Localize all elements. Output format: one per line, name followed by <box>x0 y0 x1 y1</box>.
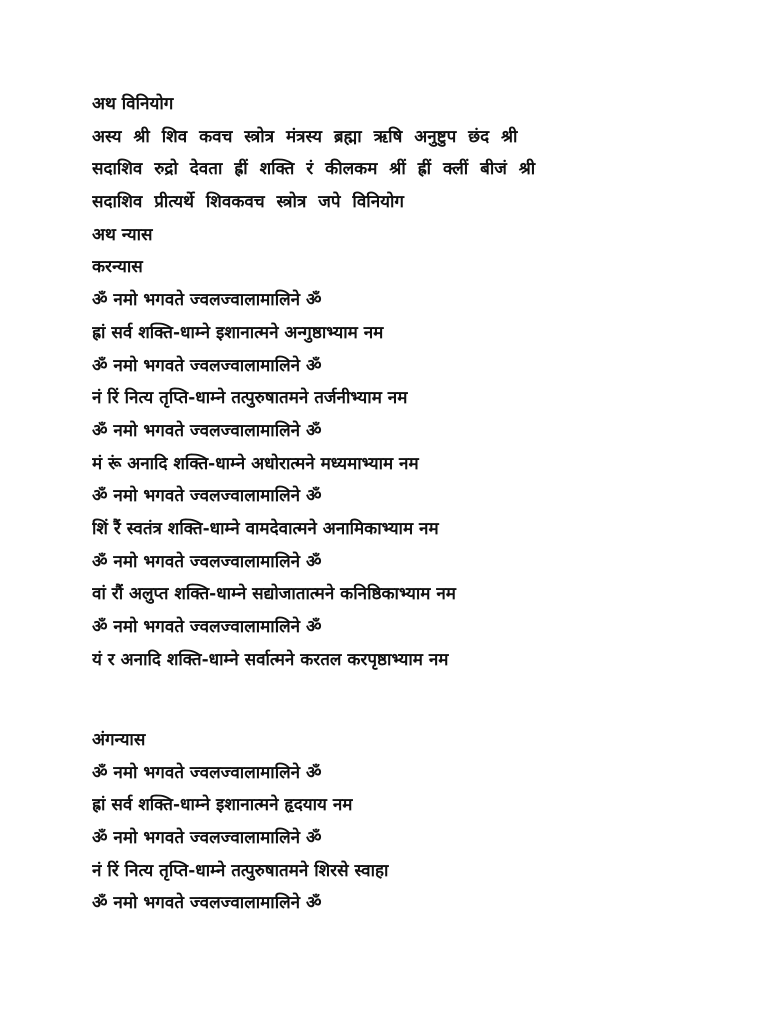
mantra-line: ॐ नमो भगवते ज्वलज्वालामालिने ॐ <box>92 420 322 441</box>
mantra-line: ॐ नमो भगवते ज्वलज्वालामालिने ॐ <box>92 290 322 311</box>
heading-karanyas: करन्यास <box>92 257 143 278</box>
nyas-line: यं र अनादि शक्ति-धाम्ने सर्वात्मने करतल करपृष्ठाभ्याम नम <box>92 649 449 670</box>
mantra-line: ॐ नमो भगवते ज्वलज्वालामालिने ॐ <box>92 828 322 849</box>
viniyog-line: अस्य श्री शिव कवच स्त्रोत्र मंत्रस्य ब्रह्मा ऋषि अनुष्टुप छंद श्री <box>92 126 518 147</box>
mantra-line: ॐ नमो भगवते ज्वलज्वालामालिने ॐ <box>92 893 322 914</box>
mantra-line: ॐ नमो भगवते ज्वलज्वालामालिने ॐ <box>92 551 322 572</box>
nyas-line: नं रिं नित्य तृप्ति-धाम्ने तत्पुरुषातमने शिरसे स्वाहा <box>92 860 389 881</box>
viniyog-nyas-section <box>92 88 652 676</box>
viniyog-line: सदाशिव प्रीत्यर्थे शिवकवच स्त्रोत्र जपे विनियोग <box>92 192 404 213</box>
heading-nyas: अथ न्यास <box>92 224 153 245</box>
nyas-line: ह्रां सर्व शक्ति-धाम्ने इशानात्मने हृदयाय नम <box>92 795 353 816</box>
nyas-line: शिं रैं स्वतंत्र शक्ति-धाम्ने वामदेवात्मने अनामिकाभ्याम नम <box>92 518 439 539</box>
nyas-line: नं रिं नित्य तृप्ति-धाम्ने तत्पुरुषातमने तर्जनीभ्याम नम <box>92 388 408 409</box>
mantra-line: ॐ नमो भगवते ज्वलज्वालामालिने ॐ <box>92 486 322 507</box>
heading-viniyog: अथ विनियोग <box>92 94 174 114</box>
anganyas-section <box>92 724 652 920</box>
nyas-line: वां रौं अलुप्त शक्ति-धाम्ने सद्योजातात्मने कनिष्ठिकाभ्याम नम <box>92 584 456 605</box>
viniyog-line: सदाशिव रुद्रो देवता ह्रीं शक्ति रं कीलकम श्रीं ह्रीं क्लीं बीजं श्री <box>92 159 536 180</box>
heading-anganyas: अंगन्यास <box>92 730 146 750</box>
mantra-line: ॐ नमो भगवते ज्वलज्वालामालिने ॐ <box>92 762 322 783</box>
nyas-line: मं रूं अनादि शक्ति-धाम्ने अधोरात्मने मध्यमाभ्याम नम <box>92 453 419 474</box>
nyas-line: ह्रां सर्व शक्ति-धाम्ने इशानात्मने अन्गुष्ठाभ्याम नम <box>92 322 384 343</box>
mantra-line: ॐ नमो भगवते ज्वलज्वालामालिने ॐ <box>92 617 322 637</box>
mantra-line: ॐ नमो भगवते ज्वलज्वालामालिने ॐ <box>92 355 322 376</box>
